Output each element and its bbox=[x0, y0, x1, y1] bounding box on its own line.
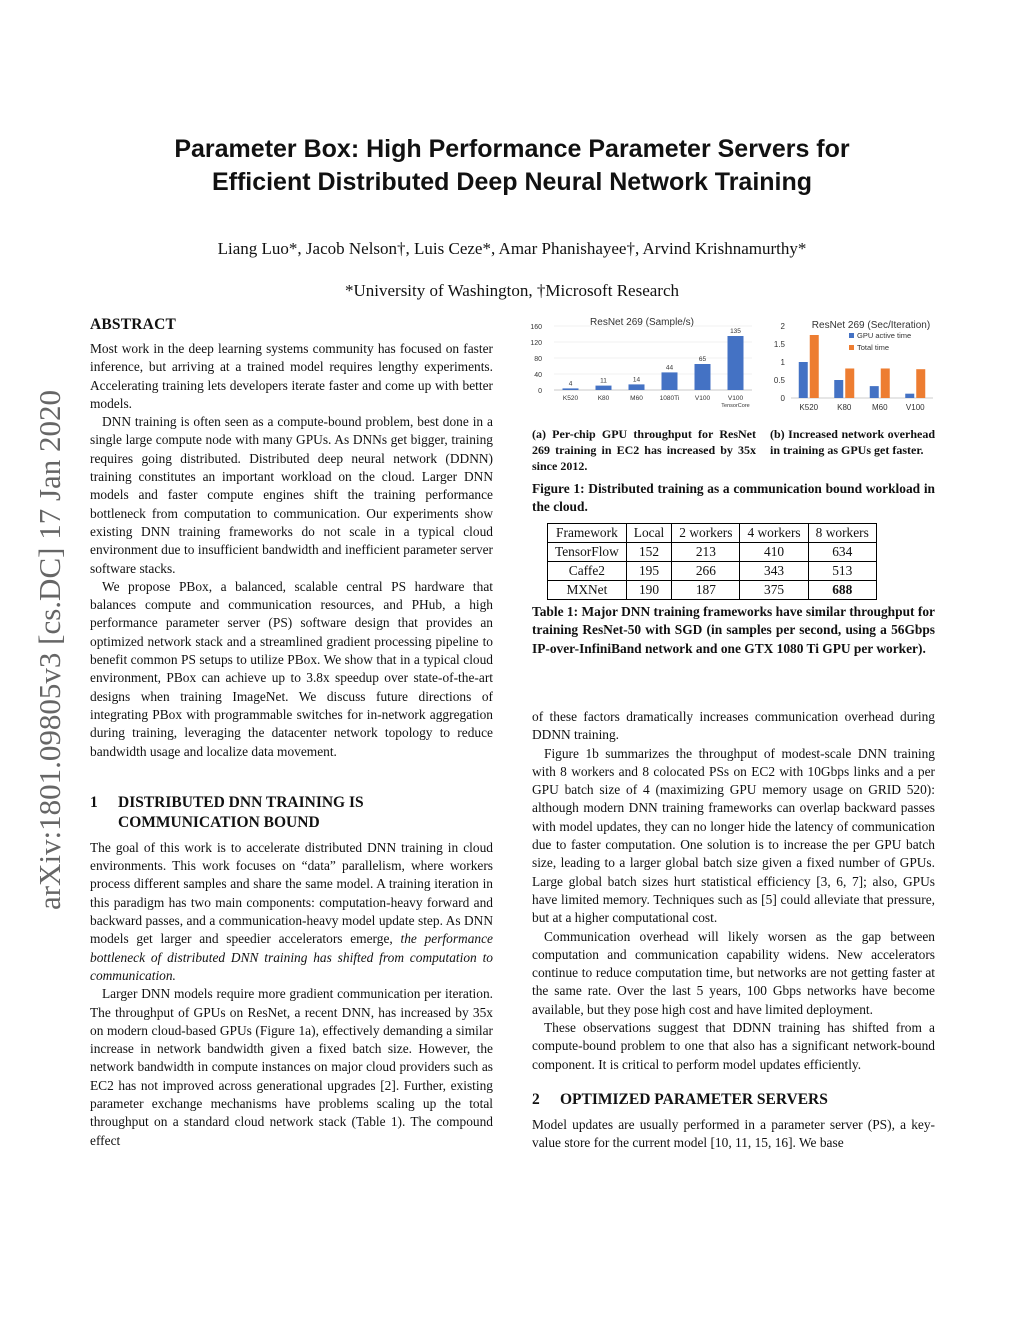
table-header-cell: 4 workers bbox=[740, 524, 808, 543]
chart-b bbox=[763, 316, 935, 416]
table-cell: TensorFlow bbox=[548, 543, 627, 562]
table-row bbox=[548, 543, 877, 562]
chart-b-legend-swatch bbox=[849, 333, 854, 338]
arxiv-identifier: arXiv:1801.09805v3 [cs.DC] 17 Jan 2020 bbox=[32, 389, 67, 911]
chart-a bbox=[532, 316, 754, 408]
abstract-paragraph-2: DNN training is often seen as a compute-bound problem, best done in a single large compute node with many GPUs. As DNNs get bigger, training requires going distributed. Distributed deep neural network (DDNN) training constitutes an important workload on the cloud. Larger DNN models and faster compute engines shift the training performance bottleneck from computation to communication. Our experiments show existing DNN training frameworks do not scale in a typical cloud environment due to insufficient bandwidth and inefficient parameter server software stacks. bbox=[90, 414, 493, 576]
chart-a-data-label: 135 bbox=[730, 328, 741, 335]
table-cell: 195 bbox=[626, 562, 671, 581]
chart-a-y-tick: 0 bbox=[538, 388, 542, 395]
chart-b-bar bbox=[810, 335, 819, 398]
chart-a-bar bbox=[728, 336, 744, 390]
table-header-cell: 8 workers bbox=[808, 524, 876, 543]
section-1-heading bbox=[90, 793, 493, 833]
chart-a-x-tick: M60 bbox=[630, 395, 643, 402]
chart-a-bar bbox=[695, 364, 711, 390]
chart-a-data-label: 4 bbox=[568, 380, 573, 388]
table-cell: 634 bbox=[808, 543, 876, 562]
section-1-paragraph-6: These observations suggest that DDNN training has shifted from a compute-bound problem to one that also has a significant network-bound component. It is critical to perform model updates efficiently. bbox=[532, 1020, 935, 1072]
section-2-heading bbox=[532, 1090, 935, 1110]
table-1 bbox=[547, 523, 877, 600]
chart-b-y-tick: 0 bbox=[780, 394, 785, 403]
chart-b-title: ResNet 269 (Sec/Iteration) bbox=[811, 320, 931, 331]
table-header-cell: Local bbox=[626, 524, 671, 543]
chart-a-bar bbox=[629, 384, 645, 390]
chart-b-legend-swatch bbox=[849, 345, 854, 350]
table-cell: 213 bbox=[672, 543, 740, 562]
chart-b-bar bbox=[845, 368, 854, 398]
chart-b-legend-label: GPU active time bbox=[857, 331, 912, 340]
right-column bbox=[532, 708, 935, 1153]
authors: Liang Luo*, Jacob Nelson†, Luis Ceze*, Amar Phanishayee†, Arvind Krishnamurthy* bbox=[217, 239, 807, 258]
chart-a-data-label: 14 bbox=[632, 376, 641, 384]
chart-a-x-tick-sub: TensorCore bbox=[721, 403, 750, 409]
chart-b-bar bbox=[881, 368, 890, 398]
chart-b-y-tick: 2 bbox=[780, 322, 785, 331]
chart-b-bar bbox=[870, 386, 879, 398]
chart-a-y-tick: 80 bbox=[534, 356, 542, 363]
section-2-number: 2 bbox=[532, 1090, 540, 1108]
table-cell: 266 bbox=[672, 562, 740, 581]
chart-b-x-tick: V100 bbox=[905, 403, 925, 412]
table-cell: 375 bbox=[740, 581, 808, 600]
table-1-caption: Table 1: Major DNN training frameworks have similar throughput for training ResNet-50 with SGD (in samples per second, using a 56Gbps IP-over-InfiniBand network and one GTX 1080 Ti GPU per worker). bbox=[532, 604, 935, 656]
table-cell: MXNet bbox=[548, 581, 627, 600]
chart-b-y-tick: 1.5 bbox=[773, 340, 785, 349]
chart-a-x-tick: 1080Ti bbox=[659, 395, 680, 402]
abstract-paragraph-1: Most work in the deep learning systems community has focused on faster inference, but arriving at a trained model requires lengthy experiments. Accelerating training lets developers iterate faster and come up with better models. bbox=[90, 341, 493, 411]
title-line-1: Parameter Box: High Performance Parameter Servers for bbox=[174, 135, 850, 163]
table-cell: 187 bbox=[672, 581, 740, 600]
section-1-paragraph-5: Communication overhead will likely worsen as the gap between computation and communication capability widens. New accelerators continue to reduce computation time, but networks are not getting faster at the same rate. Over the last 5 years, 100 Gbps networks have become available, but they pose high cost and have limited deployment. bbox=[532, 928, 935, 1017]
chart-a-data-label: 65 bbox=[698, 356, 707, 363]
table-cell: 513 bbox=[808, 562, 876, 581]
section-1-paragraph-3: of these factors dramatically increases communication overhead during DDNN training. bbox=[532, 709, 935, 743]
left-column bbox=[90, 316, 493, 1150]
table-cell: 343 bbox=[740, 562, 808, 581]
table-cell: 190 bbox=[626, 581, 671, 600]
chart-a-data-label: 11 bbox=[600, 377, 607, 385]
table-header-cell: 2 workers bbox=[672, 524, 740, 543]
section-2-title: OPTIMIZED PARAMETER SERVERS bbox=[560, 1090, 828, 1108]
figure-1b-caption: (b) Increased network overhead in training as GPUs get faster. bbox=[770, 427, 935, 457]
affiliations: *University of Washington, †Microsoft Research bbox=[344, 281, 679, 300]
abstract-paragraph-3: We propose PBox, a balanced, scalable central PS hardware that balances compute and communication resources, and PHub, a high performance parameter server (PS) software design that provides an optimized network stack and a streamlined gradient processing pipeline to benefit common PS setups to utilize PBox. We show that in a typical cloud environment, PBox can achieve up to 3.8x speedup over state-of-the-art designs when training ImageNet. We discuss future directions of integrating PBox with programmable switches for in-network aggregation during training, leveraging the datacenter network topology to reduce bandwidth usage and localize data movement. bbox=[90, 578, 493, 759]
title-line-2: Efficient Distributed Deep Neural Network Training bbox=[211, 168, 813, 196]
table-cell: Caffe2 bbox=[548, 562, 627, 581]
chart-b-y-tick: 0.5 bbox=[773, 376, 785, 385]
table-header-row bbox=[548, 524, 877, 543]
figure-1-caption: Figure 1: Distributed training as a communication bound workload in the cloud. bbox=[532, 481, 935, 514]
chart-a-title: ResNet 269 (Sample/s) bbox=[590, 317, 694, 328]
section-1-paragraph-2: Larger DNN models require more gradient communication per iteration. The throughput of GPUs on ResNet, a recent DNN, has increased by 35x on modern cloud-based GPUs (Figure 1a), effectively demanding a similar increase in network bandwidth given a fixed batch size. However, the network bandwidth in compute instances on major cloud providers such as EC2 has not improved across generational upgrades [2]. Further, existing parameter exchange mechanisms have problems scaling up the total throughput on a standard cloud network stack (Table 1). The compound effect bbox=[90, 986, 493, 1148]
table-cell: 688 bbox=[808, 581, 876, 600]
table-row bbox=[548, 562, 877, 581]
section-1-emphasis: the performance bottleneck of distributed DNN training has shifted from computation to communication. bbox=[90, 931, 493, 983]
chart-b-bar bbox=[916, 369, 925, 398]
table-cell: 410 bbox=[740, 543, 808, 562]
chart-b-x-tick: K520 bbox=[799, 403, 819, 412]
section-2-paragraph-1: Model updates are usually performed in a parameter server (PS), a key-value store for the current model [10, 11, 15, 16]. We base bbox=[532, 1116, 935, 1151]
paper-title bbox=[0, 133, 1024, 199]
chart-a-x-tick: V100 bbox=[694, 395, 711, 402]
chart-b-x-tick: M60 bbox=[871, 403, 888, 412]
chart-b-x-tick: K80 bbox=[837, 403, 852, 412]
table-cell: 152 bbox=[626, 543, 671, 562]
section-1-title: DISTRIBUTED DNN TRAINING IS COMMUNICATION BOUND bbox=[118, 793, 364, 831]
section-1-number: 1 bbox=[90, 793, 98, 811]
chart-a-x-tick: K520 bbox=[562, 395, 579, 402]
chart-a-y-tick: 160 bbox=[530, 324, 542, 331]
section-1-paragraph-1-text: The goal of this work is to accelerate distributed DNN training in cloud environments. This work focuses on “data” parallelism, where workers process different samples and share the same model. A training iteration in this paradigm has two main components: computation-heavy forward and backward passes, and a communication-heavy model update step. As DNN models get larger and speedier accelerators emerge, bbox=[90, 839, 493, 947]
chart-a-x-tick: K80 bbox=[597, 395, 610, 402]
section-1-paragraph-1 bbox=[90, 839, 493, 985]
chart-b-bar bbox=[834, 380, 843, 398]
chart-a-y-tick: 40 bbox=[534, 372, 542, 379]
table-header-cell: Framework bbox=[548, 524, 627, 543]
section-1-paragraph-4: Figure 1b summarizes the throughput of modest-scale DNN training with 8 workers and 8 colocated PSs on EC2 with 10Gbps links and a per GPU batch size of 4 (maximizing GPU memory usage on GRID 520): although modern DNN training frameworks can overlap backward passes with model updates, they can no longer hide the latency of communication due to faster computation. One solution is to increase the per GPU batch size, leading to a larger global batch size given a fixed number of GPUs. Large global batch sizes hurt statistical efficiency [3, 6, 7]; also, GPUs have limited memory. Techniques such as [5] could alleviate that pressure, but at a higher computational cost. bbox=[532, 745, 935, 926]
chart-a-bar bbox=[662, 372, 678, 390]
chart-b-legend-label: Total time bbox=[857, 343, 890, 352]
figure-1a-caption: (a) Per-chip GPU throughput for ResNet 269 training in EC2 has increased by 35x since 2012. bbox=[532, 427, 756, 473]
chart-b-y-tick: 1 bbox=[780, 358, 785, 367]
chart-b-bar bbox=[905, 394, 914, 398]
table-row bbox=[548, 581, 877, 600]
chart-a-data-label: 44 bbox=[665, 364, 674, 372]
chart-a-y-tick: 120 bbox=[530, 340, 542, 347]
abstract-heading: ABSTRACT bbox=[90, 316, 177, 333]
chart-a-bar bbox=[596, 386, 612, 390]
figure-1 bbox=[532, 316, 935, 506]
chart-a-bar bbox=[563, 388, 579, 390]
chart-b-bar bbox=[799, 362, 808, 398]
chart-a-x-tick: V100 bbox=[727, 395, 744, 402]
